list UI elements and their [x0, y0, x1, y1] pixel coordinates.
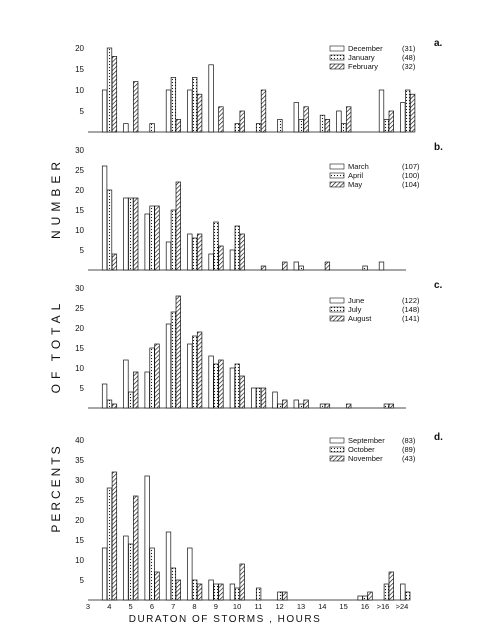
legend-swatch-july: [330, 307, 344, 312]
legend-count-august: (141): [402, 314, 420, 323]
bar-april-16: [363, 266, 368, 270]
bar-november-8: [197, 584, 202, 600]
bar-december-5: [124, 124, 129, 132]
bar-january-10: [235, 124, 240, 132]
bar-may-12: [283, 262, 288, 270]
bar-march-6: [145, 214, 150, 270]
bar-march-8: [188, 234, 193, 270]
panel-c: [75, 280, 442, 408]
ylabel-total: TOTAL: [49, 298, 63, 362]
x-tick-label: 10: [232, 602, 242, 611]
legend-swatch-january: [330, 55, 344, 60]
panel-letter: b.: [434, 142, 443, 153]
bar-april-13: [299, 266, 304, 270]
bar-may-7: [176, 182, 181, 270]
bar-april-8: [192, 238, 197, 270]
bar-april-4: [107, 190, 112, 270]
bar-october-7: [171, 568, 176, 600]
bar-april-7: [171, 210, 176, 270]
y-tick-label: 5: [79, 384, 84, 393]
legend-label-november: November: [348, 454, 383, 463]
panel-d: [75, 432, 443, 600]
legend-swatch-february: [330, 64, 344, 69]
x-tick-label: 7: [171, 602, 176, 611]
bar-june-6: [145, 372, 150, 408]
legend-count-january: (48): [402, 53, 416, 62]
x-axis-title: DURATON OF STORMS , HOURS: [128, 614, 322, 625]
bar-october-≥16: [384, 584, 389, 600]
bar-april-10: [235, 226, 240, 270]
bar-october-16: [363, 596, 368, 600]
y-tick-label: 25: [75, 166, 84, 175]
x-tick-label: >16: [376, 602, 390, 611]
bar-october-6: [150, 548, 155, 600]
bar-august-14: [325, 404, 330, 408]
bar-june-10: [230, 368, 235, 408]
bar-february->24: [410, 94, 415, 132]
bar-january-15: [342, 124, 347, 132]
bar-july-9: [214, 364, 219, 408]
x-tick-label: 13: [296, 602, 306, 611]
bar-june-12: [273, 392, 278, 408]
bar-october-12: [278, 592, 283, 600]
bar-july-7: [171, 312, 176, 408]
bar-march-≥16: [379, 262, 384, 270]
bar-september-9: [209, 580, 214, 600]
x-axis-tick-labels: [86, 602, 408, 611]
bar-november-10: [240, 564, 245, 600]
bar-december-8: [188, 90, 193, 132]
bar-may-4: [112, 254, 117, 270]
legend-swatch-october: [330, 447, 344, 452]
y-tick-label: 5: [79, 246, 84, 255]
bar-august-8: [197, 332, 202, 408]
bar-may-8: [197, 234, 202, 270]
bar-november-9: [219, 584, 224, 600]
legend-count-september: (83): [402, 436, 416, 445]
bar-september-7: [166, 532, 171, 600]
bar-june-7: [166, 324, 171, 408]
bar-december-13: [294, 103, 299, 132]
bar-august-15: [346, 404, 351, 408]
bar-january-11: [256, 124, 261, 132]
legend-label-may: May: [348, 180, 363, 189]
legend-count-march: (107): [402, 162, 420, 171]
bar-july-6: [150, 348, 155, 408]
bar-july-11: [256, 388, 261, 408]
y-tick-label: 10: [75, 364, 84, 373]
bar-january-6: [150, 124, 155, 132]
bar-november-5: [133, 496, 138, 600]
y-tick-label: 20: [75, 186, 84, 195]
y-tick-label: 5: [79, 576, 84, 585]
legend-swatch-december: [330, 46, 344, 51]
bar-november-12: [283, 592, 288, 600]
ylabel-percents: PERCENTS: [49, 443, 63, 533]
legend-label-december: December: [348, 44, 383, 53]
bar-july-4: [107, 400, 112, 408]
chart-panels: [75, 38, 443, 600]
x-tick-label: 6: [149, 602, 154, 611]
bar-november-16: [368, 592, 373, 600]
bar-june-9: [209, 356, 214, 408]
legend-count-april: (100): [402, 171, 420, 180]
x-tick-label: 12: [275, 602, 284, 611]
bar-may-14: [325, 262, 330, 270]
legend-label-february: February: [348, 62, 379, 71]
bar-february-9: [219, 107, 224, 132]
bar-september->24: [401, 584, 406, 600]
bar-september-6: [145, 476, 150, 600]
x-tick-label: 9: [213, 602, 218, 611]
legend-count-may: (104): [402, 180, 420, 189]
bar-september-5: [124, 536, 129, 600]
bar-august-7: [176, 296, 181, 408]
bar-november-6: [155, 572, 160, 600]
x-tick-label: 11: [254, 602, 263, 611]
bar-january->24: [405, 90, 410, 132]
bar-july-8: [192, 336, 197, 408]
bar-june-5: [124, 360, 129, 408]
bar-november-4: [112, 472, 117, 600]
bar-december->24: [401, 103, 406, 132]
y-tick-label: 20: [75, 324, 84, 333]
legend-count-july: (148): [402, 305, 420, 314]
y-tick-label: 35: [75, 456, 84, 465]
bar-january-8: [192, 77, 197, 132]
x-tick-label: 8: [192, 602, 197, 611]
y-tick-label: 25: [75, 304, 84, 313]
bar-october-5: [129, 544, 134, 600]
bar-november-≥16: [389, 572, 394, 600]
bar-june-8: [188, 344, 193, 408]
y-tick-label: 5: [79, 107, 84, 116]
bar-january-4: [107, 48, 112, 132]
bar-march-13: [294, 262, 299, 270]
legend-count-october: (89): [402, 445, 416, 454]
bar-may-5: [133, 198, 138, 270]
bar-february-10: [240, 111, 245, 132]
bar-august-11: [261, 388, 266, 408]
bar-august-10: [240, 376, 245, 408]
bar-february-11: [261, 90, 266, 132]
legend-label-march: March: [348, 162, 369, 171]
y-tick-label: 10: [75, 226, 84, 235]
legend-count-november: (43): [402, 454, 416, 463]
bar-march-9: [209, 254, 214, 270]
bar-may-9: [219, 246, 224, 270]
x-tick-label: 5: [128, 602, 133, 611]
bar-july-12: [278, 404, 283, 408]
bar-december-≥16: [379, 90, 384, 132]
bar-september-8: [188, 548, 193, 600]
ylabel-number: NUMBER: [49, 156, 63, 240]
bar-june-13: [294, 400, 299, 408]
bar-february-8: [197, 94, 202, 132]
y-tick-label: 15: [75, 344, 84, 353]
y-tick-label: 15: [75, 65, 84, 74]
bar-august-5: [133, 372, 138, 408]
y-tick-label: 30: [75, 476, 84, 485]
bar-june-11: [251, 388, 256, 408]
bar-october-4: [107, 488, 112, 600]
bar-february-13: [304, 107, 309, 132]
legend-swatch-august: [330, 316, 344, 321]
bar-july-14: [320, 404, 325, 408]
x-tick-label: 15: [339, 602, 348, 611]
bar-september-16: [358, 596, 363, 600]
bar-january-12: [278, 119, 283, 132]
y-tick-label: 30: [75, 284, 84, 293]
panel-letter: d.: [434, 432, 443, 443]
bar-august-12: [283, 400, 288, 408]
bar-october-10: [235, 588, 240, 600]
legend-label-january: January: [348, 53, 375, 62]
bar-october-8: [192, 580, 197, 600]
bar-december-15: [337, 111, 342, 132]
y-tick-label: 15: [75, 206, 84, 215]
bar-august-≥16: [389, 404, 394, 408]
bar-february-≥16: [389, 111, 394, 132]
bar-november-7: [176, 580, 181, 600]
bar-february-15: [346, 107, 351, 132]
bar-june-4: [102, 384, 107, 408]
legend-swatch-september: [330, 438, 344, 443]
panel-letter: a.: [434, 38, 443, 49]
legend-count-june: (122): [402, 296, 420, 305]
legend-label-april: April: [348, 171, 364, 180]
y-tick-label: 15: [75, 536, 84, 545]
bar-april-6: [150, 206, 155, 270]
panel-letter: c.: [434, 280, 443, 291]
bar-august-6: [155, 344, 160, 408]
bar-march-5: [124, 198, 129, 270]
bar-may-10: [240, 234, 245, 270]
bar-july-≥16: [384, 404, 389, 408]
y-tick-label: 30: [75, 146, 84, 155]
bar-august-13: [304, 400, 309, 408]
x-tick-label: >24: [395, 602, 409, 611]
bar-december-7: [166, 90, 171, 132]
legend-swatch-june: [330, 298, 344, 303]
bar-december-9: [209, 65, 214, 132]
legend-label-july: July: [348, 305, 362, 314]
bar-february-7: [176, 119, 181, 132]
legend-swatch-april: [330, 173, 344, 178]
bar-july-5: [129, 392, 134, 408]
bar-september-10: [230, 584, 235, 600]
bar-march-4: [102, 166, 107, 270]
y-tick-label: 20: [75, 44, 84, 53]
x-tick-label: 16: [360, 602, 370, 611]
bar-march-7: [166, 242, 171, 270]
legend-label-september: September: [348, 436, 385, 445]
bar-january-13: [299, 119, 304, 132]
bar-december-4: [102, 90, 107, 132]
bar-april-9: [214, 222, 219, 270]
bar-july-13: [299, 404, 304, 408]
x-tick-label: 3: [85, 602, 91, 611]
bar-september-4: [102, 548, 107, 600]
bar-february-14: [325, 119, 330, 132]
legend-swatch-march: [330, 164, 344, 169]
y-tick-label: 20: [75, 516, 84, 525]
legend-swatch-november: [330, 456, 344, 461]
bar-july-10: [235, 364, 240, 408]
bar-march-10: [230, 250, 235, 270]
y-tick-label: 25: [75, 496, 84, 505]
x-tick-label: 14: [318, 602, 327, 611]
y-tick-label: 10: [75, 86, 84, 95]
legend-count-december: (31): [402, 44, 416, 53]
bar-may-11: [261, 266, 266, 270]
bar-january-14: [320, 115, 325, 132]
panel-a: [75, 38, 442, 132]
bar-february-4: [112, 56, 117, 132]
y-tick-label: 40: [75, 436, 84, 445]
bar-february-5: [133, 82, 138, 132]
legend-label-august: August: [348, 314, 372, 323]
bar-october-11: [256, 588, 261, 600]
bar-august-4: [112, 404, 117, 408]
bar-october->24: [405, 592, 410, 600]
panel-b: [75, 142, 443, 270]
bar-august-9: [219, 360, 224, 408]
bar-may-6: [155, 206, 160, 270]
legend-label-october: October: [348, 445, 375, 454]
legend-label-june: June: [348, 296, 365, 305]
ylabel-of: OF: [49, 366, 63, 394]
legend-count-february: (32): [402, 62, 416, 71]
bar-january-7: [171, 77, 176, 132]
y-tick-label: 10: [75, 556, 84, 565]
x-tick-label: 4: [107, 602, 112, 611]
bar-january-≥16: [384, 119, 389, 132]
legend-swatch-may: [330, 182, 344, 187]
bar-april-5: [129, 198, 134, 270]
bar-october-9: [214, 584, 219, 600]
